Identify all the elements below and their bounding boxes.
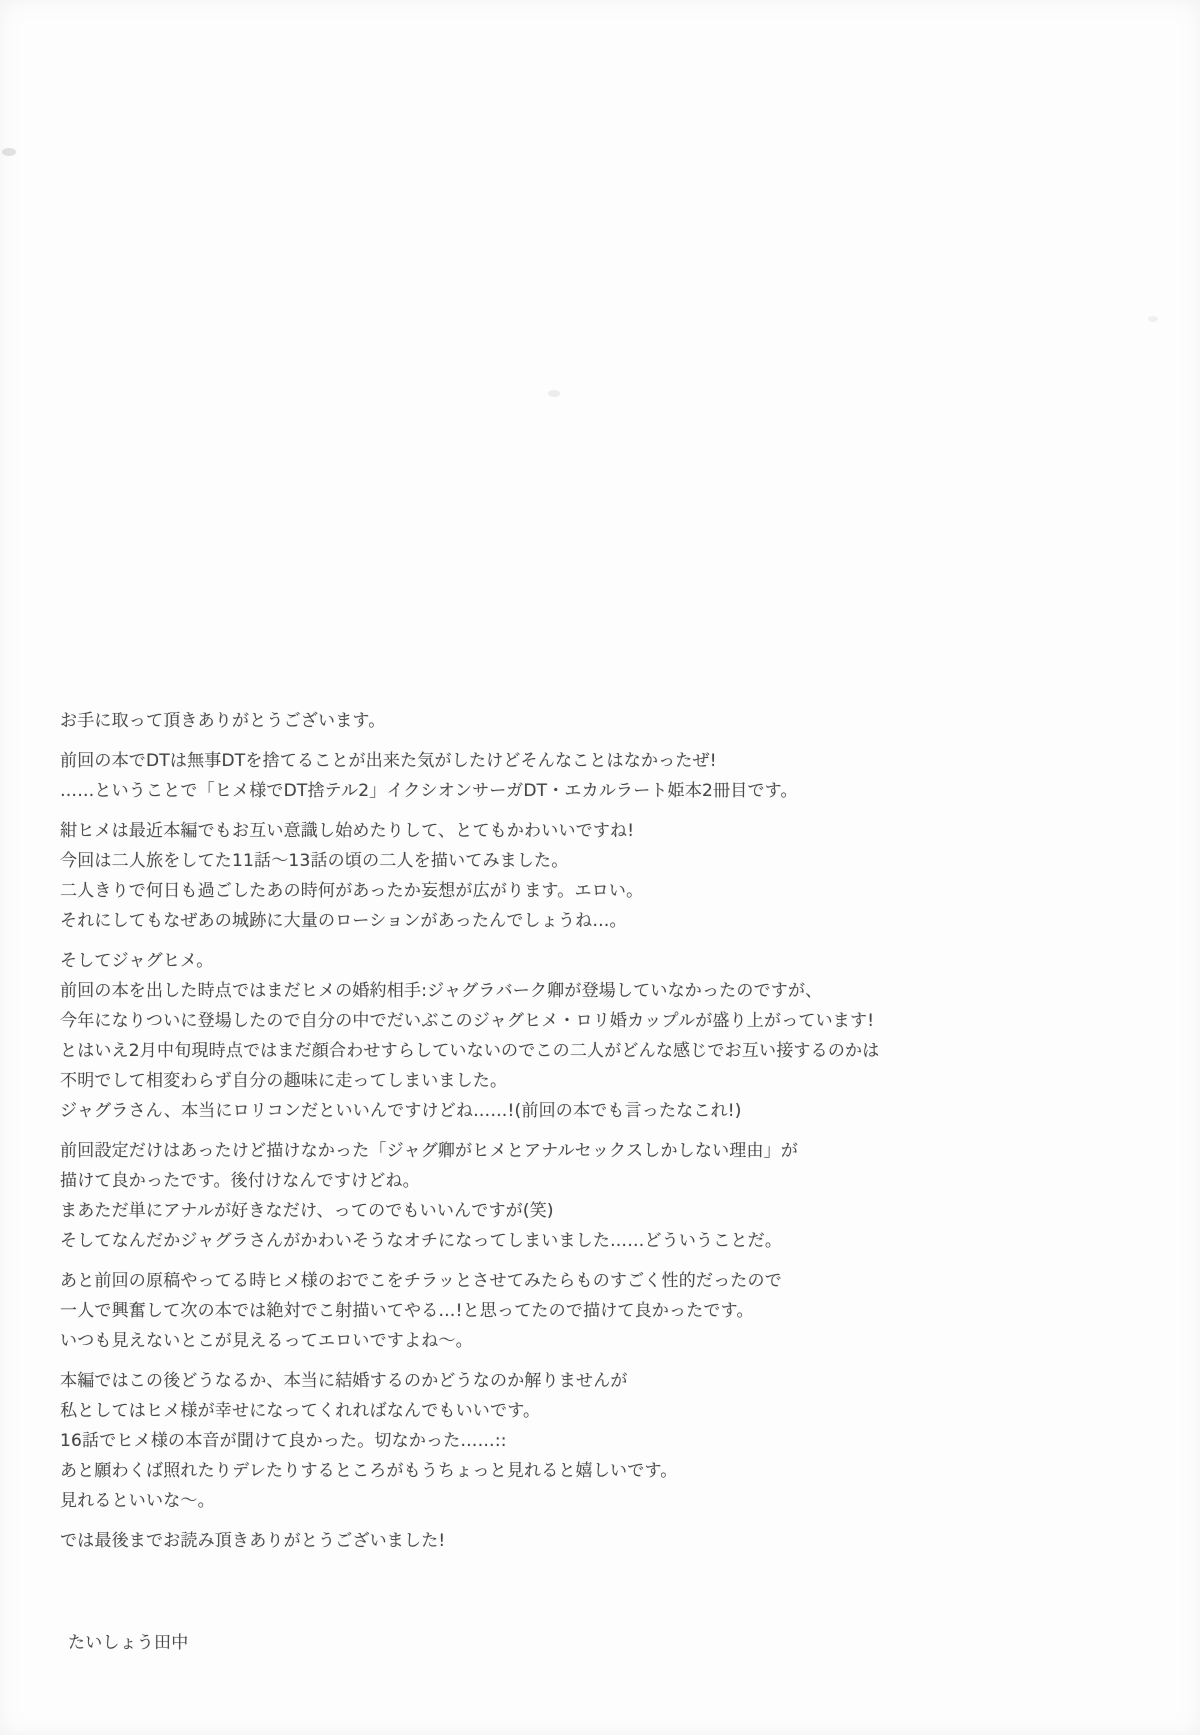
afterword-text bbox=[60, 706, 1140, 1566]
text-line: 前回の本でDTは無事DTを捨てることが出来た気がしたけどそんなことはなかったぜ! bbox=[60, 751, 717, 771]
text-line: 前回設定だけはあったけど描けなかった「ジャグ卿がヒメとアナルセックスしかしない理由」が bbox=[60, 1141, 799, 1161]
text-line: では最後までお読み頂きありがとうございました! bbox=[60, 1531, 446, 1551]
text-line: 不明でして相変わらず自分の趣味に走ってしまいました。 bbox=[60, 1071, 508, 1091]
text-line: 一人で興奮して次の本では絶対でこ射描いてやる…!と思ってたので描けて良かったです。 bbox=[60, 1301, 754, 1321]
text-line: まあただ単にアナルが好きなだけ、ってのでもいいんですが(笑) bbox=[60, 1201, 554, 1221]
scan-artifact bbox=[2, 148, 16, 156]
text-line: 16話でヒメ様の本音が聞けて良かった。切なかった……:: bbox=[60, 1431, 507, 1451]
author-signature: たいしょう田中 bbox=[68, 1633, 189, 1653]
text-line: それにしてもなぜあの城跡に大量のローションがあったんでしょうね…。 bbox=[60, 911, 627, 931]
paragraph bbox=[60, 1366, 1140, 1516]
text-line: 私としてはヒメ様が幸せになってくれればなんでもいいです。 bbox=[60, 1401, 541, 1421]
text-line: 二人きりで何日も過ごしたあの時何があったか妄想が広がります。エロい。 bbox=[60, 881, 644, 901]
text-line: 描けて良かったです。後付けなんですけどね。 bbox=[60, 1171, 420, 1191]
text-line: ……ということで「ヒメ様でDT捨テル2」イクシオンサーガDT・エカルラート姫本2冊目です。 bbox=[60, 781, 798, 801]
paragraph bbox=[60, 816, 1140, 936]
text-line: 見れるといいな～。 bbox=[60, 1491, 215, 1511]
scan-artifact bbox=[1148, 316, 1158, 322]
paragraph bbox=[60, 946, 1140, 1126]
text-line: そしてジャグヒメ。 bbox=[60, 951, 214, 971]
text-line: とはいえ2月中旬現時点ではまだ顔合わせすらしていないのでこの二人がどんな感じでお互い接するのかは bbox=[60, 1041, 880, 1061]
text-line: あと前回の原稿やってる時ヒメ様のおでこをチラッとさせてみたらものすごく性的だったので bbox=[60, 1271, 782, 1291]
text-line: 今回は二人旅をしてた11話～13話の頃の二人を描いてみました。 bbox=[60, 851, 569, 871]
paragraph bbox=[60, 1136, 1140, 1256]
text-line: ジャグラさん、本当にロリコンだといいんですけどね……!(前回の本でも言ったなこれ!) bbox=[60, 1101, 742, 1121]
text-line: いつも見えないとこが見えるってエロいですよね～。 bbox=[60, 1331, 473, 1351]
text-line: そしてなんだかジャグラさんがかわいそうなオチになってしまいました……どういうことだ。 bbox=[60, 1231, 783, 1251]
text-line: 前回の本を出した時点ではまだヒメの婚約相手:ジャグラバーク卿が登場していなかったのですが、 bbox=[60, 981, 823, 1001]
paragraph bbox=[60, 746, 1140, 806]
text-line: 紺ヒメは最近本編でもお互い意識し始めたりして、とてもかわいいですね! bbox=[60, 821, 635, 841]
text-line: 今年になりついに登場したので自分の中でだいぶこのジャグヒメ・ロリ婚カップルが盛り上がっています! bbox=[60, 1011, 875, 1031]
paragraph bbox=[60, 706, 1140, 736]
text-line: お手に取って頂きありがとうございます。 bbox=[60, 711, 386, 731]
scan-artifact bbox=[548, 390, 560, 397]
text-line: 本編ではこの後どうなるか、本当に結婚するのかどうなのか解りませんが bbox=[60, 1371, 628, 1391]
paragraph bbox=[60, 1266, 1140, 1356]
paragraph bbox=[60, 1526, 1140, 1556]
text-line: あと願わくば照れたりデレたりするところがもうちょっと見れると嬉しいです。 bbox=[60, 1461, 678, 1481]
